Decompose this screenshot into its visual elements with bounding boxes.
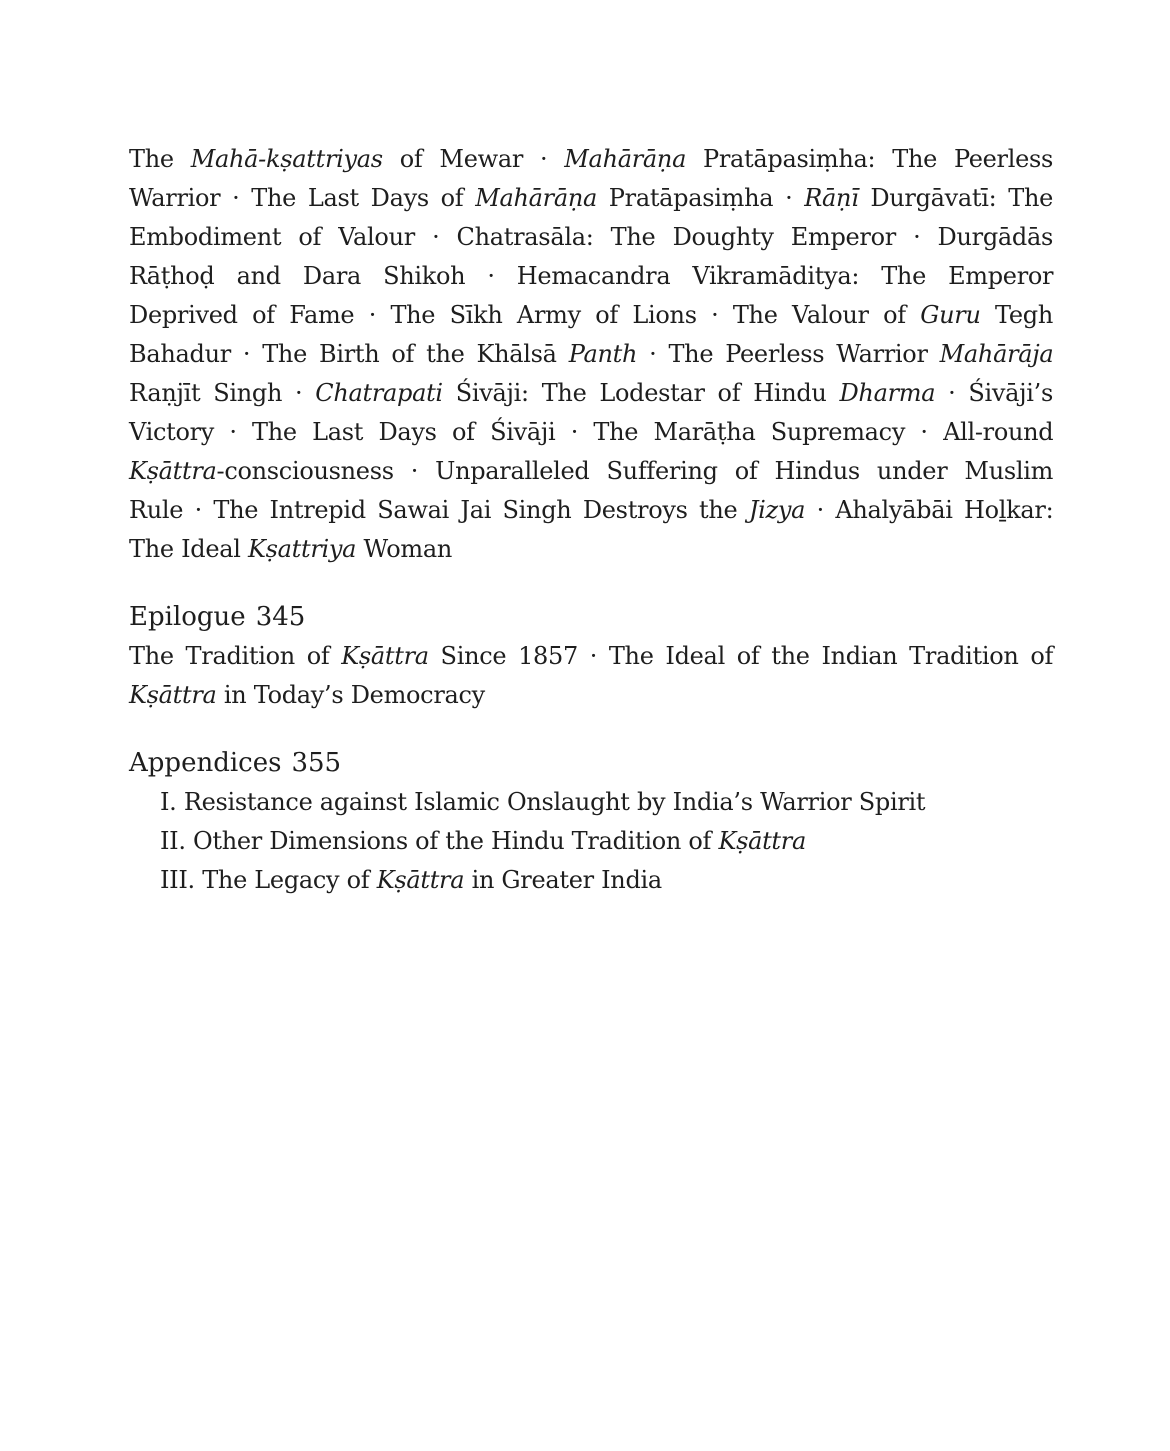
text-run: The Ideal [129,535,248,563]
text-run: in Today’s Democracy [216,681,485,709]
italic-term: Kṣāttra [129,457,217,485]
text-run: in Greater India [464,866,662,894]
summary-line [129,491,1053,530]
appendices-section [129,743,1053,900]
italic-term: Kṣāttra [718,827,806,855]
text-run: The Tradition of [129,642,342,670]
summary-line [129,374,1053,413]
appendices-page-number: 355 [291,748,342,778]
italic-term: Kṣattriya [247,535,357,563]
italic-term: Jizya [748,496,806,524]
text-run: Śivāji: The Lodestar of Hindu [442,379,840,407]
contents-page [129,140,1053,900]
italic-term: Kṣāttra [129,681,217,709]
summary-line [129,413,1053,452]
text-run: Embodiment of Valour · Chatrasāla: The Doughty Emperor · Durgādās [129,223,1053,251]
text-run: Deprived of Fame · The Sīkh Army of Lions · The Valour of [129,301,921,329]
appendix-item [160,822,1053,861]
text-run: Rāṭhoḍ and Dara Shikoh · Hemacandra Vikramāditya: The Emperor [129,262,1054,290]
text-run: III. The Legacy of [160,866,377,894]
text-run: Pratāpasiṃha · [597,184,805,212]
italic-term: Rāṇī [804,184,859,212]
text-run: Durgāvatī: The [858,184,1053,212]
text-run: Rule · The Intrepid Sawai Jai Singh Destroys the [129,496,749,524]
summary-line [129,530,1053,569]
text-run: Since 1857 · The Ideal of the Indian Tradition of [428,642,1054,670]
text-run: Woman [356,535,452,563]
text-run: I. Resistance against Islamic Onslaught by India’s Warrior Spirit [160,788,926,816]
summary-line [129,296,1053,335]
text-run: Tegh [980,301,1053,329]
summary-line [129,179,1053,218]
text-run: Pratāpasiṃha: The Peerless [686,145,1054,173]
summary-line [129,335,1053,374]
text-run: The [129,145,191,173]
epilogue-title: Epilogue [129,602,246,632]
italic-term: Guru [920,301,981,329]
epilogue-summary [129,637,1053,715]
text-run: · Ahalyābāi Hoḻkar: [805,496,1054,524]
text-run: Warrior · The Last Days of [129,184,476,212]
epilogue-section [129,597,1053,715]
text-run: of Mewar · [382,145,565,173]
text-run: Victory · The Last Days of Śivāji · The Marāṭha Supremacy · All-round [129,418,1054,446]
text-run: II. Other Dimensions of the Hindu Tradition of [160,827,719,855]
appendices-heading [129,743,1053,783]
italic-term: Kṣāttra [341,642,429,670]
epilogue-line [129,637,1053,676]
appendix-item [160,861,1053,900]
summary-line [129,452,1053,491]
appendices-list [129,783,1053,900]
text-run: · The Peerless Warrior [637,340,940,368]
italic-term: Dharma [839,379,936,407]
summary-line [129,257,1053,296]
italic-term: Mahārāja [939,340,1054,368]
epilogue-line [129,676,1053,715]
italic-term: Kṣāttra [376,866,465,894]
text-run: · Śivāji’s [935,379,1053,407]
appendix-item [160,783,1053,822]
epilogue-heading [129,597,1053,637]
text-run: Bahadur · The Birth of the Khālsā [129,340,569,368]
italic-term: Mahā-kṣattriyas [190,145,383,173]
chapter-summary [129,140,1053,569]
italic-term: Panth [568,340,638,368]
italic-term: Mahārāṇa [564,145,687,173]
italic-term: Chatrapati [315,379,443,407]
epilogue-page-number: 345 [255,602,306,632]
summary-line [129,140,1053,179]
summary-line [129,218,1053,257]
text-run: -consciousness · Unparalleled Suffering of Hindus under Muslim [216,457,1054,485]
italic-term: Mahārāṇa [475,184,597,212]
appendices-title: Appendices [129,748,282,778]
text-run: Raṇjīt Singh · [129,379,316,407]
